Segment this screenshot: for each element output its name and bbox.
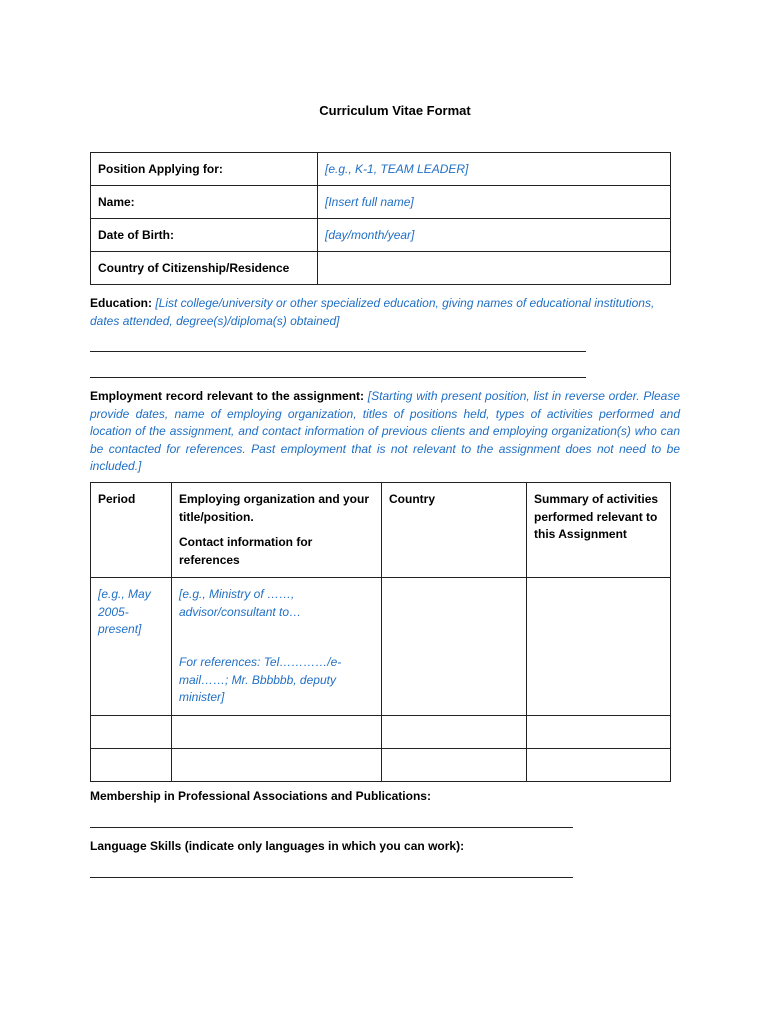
example-period[interactable]: [e.g., May 2005-present] [91,578,172,716]
empty-cell[interactable] [382,748,527,781]
info-row-dob [91,219,671,252]
empty-cell[interactable] [527,715,671,748]
info-row-name [91,186,671,219]
empty-cell[interactable] [91,748,172,781]
education-line-2[interactable] [90,377,586,378]
employment-empty-row [91,748,671,781]
empty-cell[interactable] [527,748,671,781]
example-references: For references: Tel…………/e-mail……; Mr. Bbbbbb, deputy minister] [179,655,342,704]
employment-header-row [91,483,671,578]
education-label: Education: [90,296,152,310]
header-period: Period [91,483,172,578]
employment-hint: [Starting with present position, list in reverse order. Please provide dates, name of employing organization, titles of positions held, types of activities performed and location of the assignment, and contact information of previous clients and employing organization(s) who can be contacted for references. Past employment that is not relevant to the assignment does not need to be included.] [90,389,681,473]
language-label: Language Skills (indicate only languages in which you can work): [90,839,465,853]
membership-line[interactable] [90,827,573,828]
example-country[interactable] [382,578,527,716]
header-organization-text: Employing organization and your title/position. [179,492,370,524]
position-label: Position Applying for: [91,153,318,186]
employment-empty-row [91,715,671,748]
info-row-citizenship [91,252,671,285]
employment-example-row [91,578,671,716]
header-contact-text: Contact information for references [179,535,313,567]
header-organization [172,483,382,578]
example-summary[interactable] [527,578,671,716]
position-field[interactable]: [e.g., K-1, TEAM LEADER] [318,153,671,186]
document-title: Curriculum Vitae Format [319,103,471,118]
example-organization-cell[interactable] [172,578,382,716]
name-field[interactable]: [Insert full name] [318,186,671,219]
empty-cell[interactable] [172,715,382,748]
education-hint: [List college/university or other specialized education, giving names of educational institutions, dates attended, degree(s)/diploma(s) obtained] [90,296,655,328]
dob-field[interactable]: [day/month/year] [318,219,671,252]
empty-cell[interactable] [91,715,172,748]
personal-info-table [90,152,671,285]
dob-label: Date of Birth: [91,219,318,252]
membership-label: Membership in Professional Associations and Publications: [90,789,431,803]
employment-table [90,482,671,782]
header-summary: Summary of activities performed relevant to this Assignment [527,483,671,578]
employment-label: Employment record relevant to the assignment: [90,389,365,403]
education-section [90,295,680,330]
citizenship-field[interactable] [318,252,671,285]
empty-cell[interactable] [172,748,382,781]
empty-cell[interactable] [382,715,527,748]
citizenship-label: Country of Citizenship/Residence [91,252,318,285]
name-label: Name: [91,186,318,219]
header-country: Country [382,483,527,578]
employment-section [90,388,680,476]
info-row-position [91,153,671,186]
language-line[interactable] [90,877,573,878]
example-organization: [e.g., Ministry of ……, advisor/consultant to… [179,587,302,619]
education-line-1[interactable] [90,351,586,352]
